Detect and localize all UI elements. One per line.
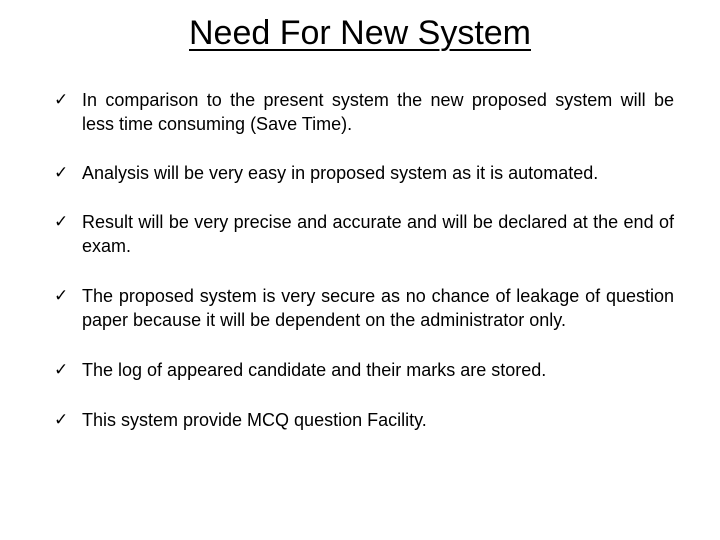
- check-icon: ✓: [54, 286, 69, 306]
- check-icon: ✓: [54, 163, 69, 183]
- list-item: [46, 284, 674, 332]
- list-item: [46, 161, 674, 185]
- check-icon: ✓: [54, 360, 69, 380]
- title-text: Need For New System: [189, 14, 531, 52]
- check-icon: ✓: [54, 212, 69, 232]
- bullet-text: Analysis will be very easy in proposed system as it is automated.: [82, 163, 599, 183]
- bullet-text: This system provide MCQ question Facility.: [82, 410, 427, 430]
- bullet-text: Result will be very precise and accurate and will be declared at the end of exam.: [82, 212, 674, 256]
- list-item: [46, 408, 674, 432]
- check-icon: ✓: [54, 410, 69, 430]
- list-item: [46, 210, 674, 258]
- bullet-text: The log of appeared candidate and their marks are stored.: [82, 360, 547, 380]
- bullet-text: The proposed system is very secure as no chance of leakage of question paper because it will be dependent on the administrator only.: [82, 286, 674, 330]
- list-item: [46, 88, 674, 136]
- check-icon: ✓: [54, 90, 69, 110]
- page-title: [0, 12, 720, 54]
- bullet-list: [46, 88, 674, 432]
- list-item: [46, 358, 674, 382]
- bullet-text: In comparison to the present system the new proposed system will be less time consuming (Save Time).: [82, 90, 674, 134]
